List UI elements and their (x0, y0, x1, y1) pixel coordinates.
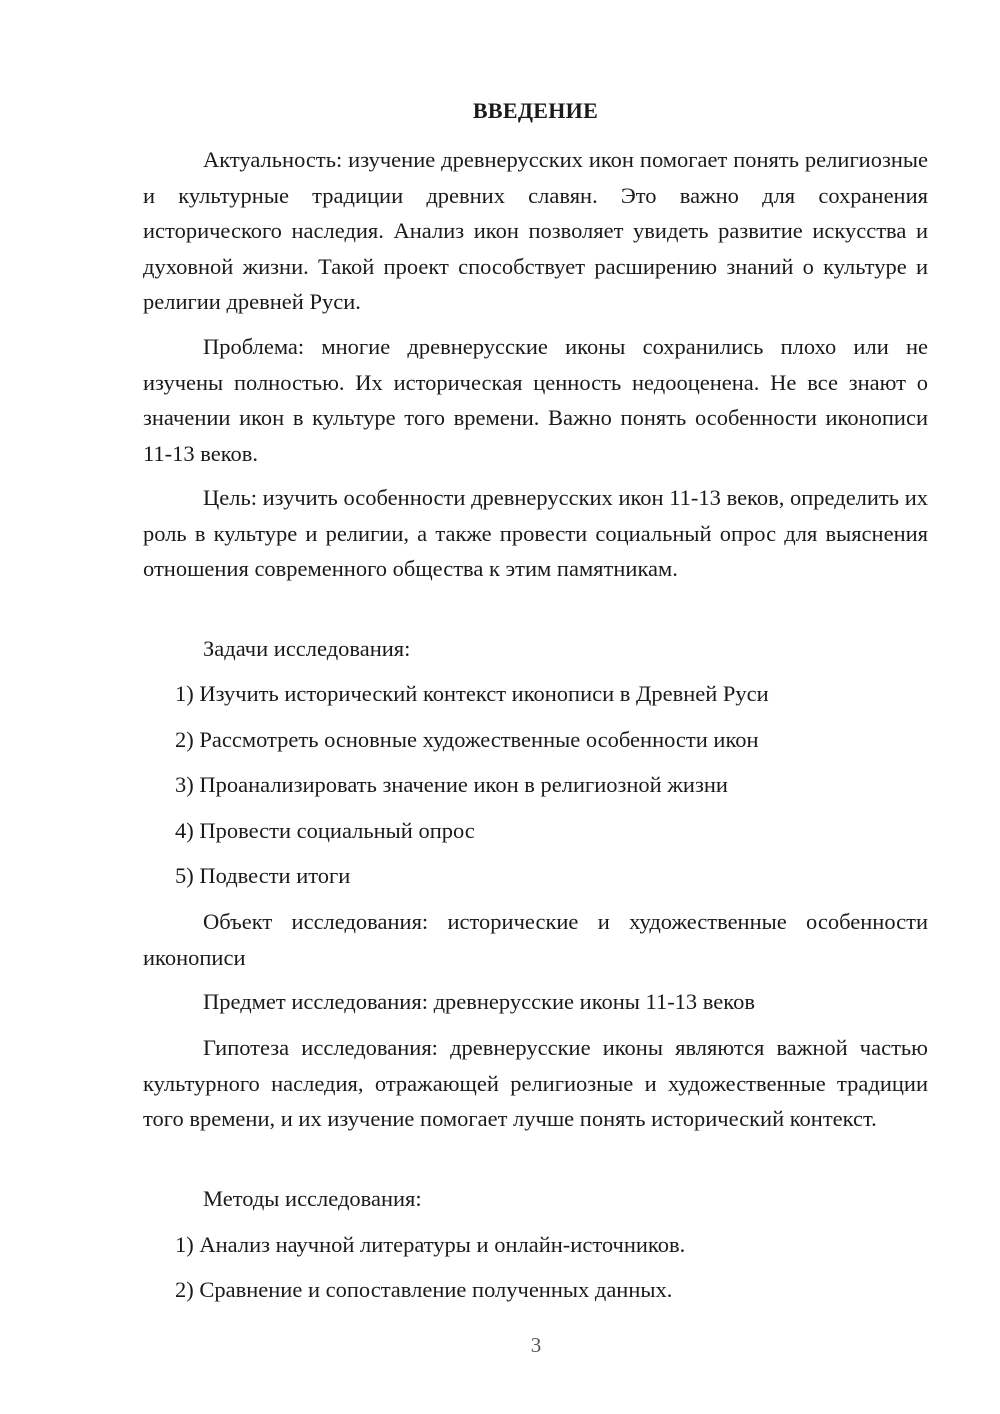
task-item: 1) Изучить исторический контекст иконописи в Древней Руси (175, 681, 769, 706)
hypothesis-paragraph: Гипотеза исследования: древнерусские иконы являются важной частью культурного наследия, отражающей религиозные и художественные традиции того времени, и их изучение помогает лучше понять исторический контекст. (143, 1035, 928, 1131)
object-paragraph: Объект исследования: исторические и художественные особенности иконописи (143, 909, 928, 970)
subject-paragraph: Предмет исследования: древнерусские иконы 11-13 веков (203, 989, 755, 1014)
method-item: 1) Анализ научной литературы и онлайн-источников. (175, 1232, 686, 1257)
tasks-heading: Задачи исследования: (203, 636, 411, 661)
relevance-paragraph: Актуальность: изучение древнерусских икон помогает понять религиозные и культурные традиции древних славян. Это важно для сохранения исторического наследия. Анализ икон позволяет увидеть развитие искусства и духовной жизни. Такой проект способствует расширению знаний о культуре и религии древней Руси. (143, 147, 928, 314)
task-item: 5) Подвести итоги (175, 863, 351, 888)
methods-heading: Методы исследования: (203, 1186, 422, 1211)
task-item: 3) Проанализировать значение икон в религиозной жизни (175, 772, 728, 797)
goal-paragraph: Цель: изучить особенности древнерусских икон 11-13 веков, определить их роль в культуре и религии, а также провести социальный опрос для выяснения отношения современного общества к этим памятникам. (143, 485, 928, 581)
page-title: ВВЕДЕНИЕ (472, 98, 599, 123)
task-item: 2) Рассмотреть основные художественные особенности икон (175, 727, 759, 752)
task-item: 4) Провести социальный опрос (175, 818, 475, 843)
page-number: 3 (530, 1333, 542, 1357)
method-item: 2) Сравнение и сопоставление полученных данных. (175, 1277, 673, 1302)
problem-paragraph: Проблема: многие древнерусские иконы сохранились плохо или не изучены полностью. Их историческая ценность недооценена. Не все знают о значении икон в культуре того времени. Важно понять особенности иконописи 11-13 веков. (143, 334, 928, 466)
